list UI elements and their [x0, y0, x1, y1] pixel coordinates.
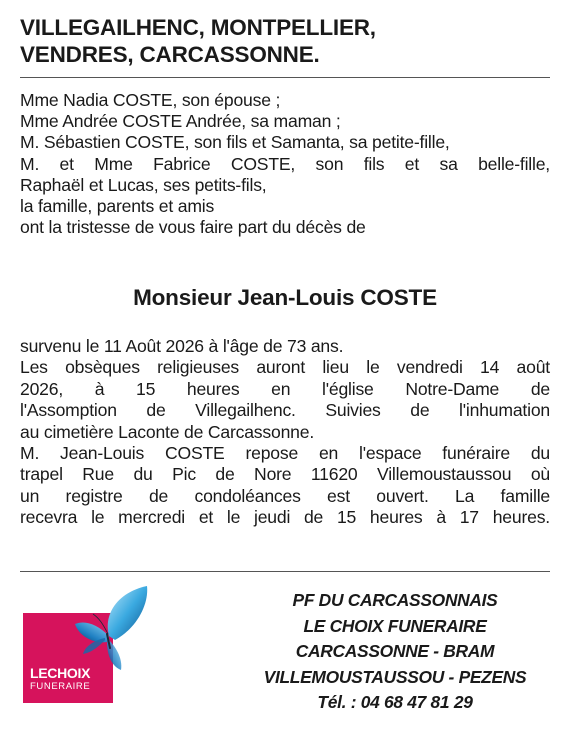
- funeral-home-name: PF DU CARCASSONNAIS: [292, 590, 498, 610]
- details-line: Les obsèques religieuses auront lieu le vendredi 14 août: [20, 357, 550, 378]
- details-line: M. Jean-Louis COSTE repose en l'espace funéraire du: [20, 443, 550, 464]
- funeral-details: [20, 336, 550, 529]
- family-line: la famille, parents et amis: [20, 196, 215, 217]
- logo-subtitle: FUNERAIRE: [30, 681, 91, 692]
- family-line: ont la tristesse de vous faire part du décès de: [20, 217, 366, 238]
- butterfly-icon: [63, 584, 153, 674]
- logo-wordmark: LECHOIX: [30, 665, 91, 681]
- details-line: survenu le 11 Août 2026 à l'âge de 73 ans.: [20, 336, 344, 356]
- details-line: un registre de condoléances est ouvert. La famille: [20, 485, 550, 506]
- bottom-divider: [20, 571, 550, 572]
- funeral-home-info: [225, 588, 565, 716]
- details-line: recevra le mercredi et le jeudi de 15 heures à 17 heures.: [20, 507, 550, 528]
- family-list: [20, 90, 550, 238]
- locations-header: [20, 14, 550, 68]
- le-choix-funeraire-logo: [23, 584, 153, 706]
- top-divider: [20, 77, 550, 78]
- details-line: 2026, à 15 heures en l'église Notre-Dame de: [20, 378, 550, 399]
- family-line: Mme Andrée COSTE Andrée, sa maman ;: [20, 111, 341, 132]
- details-line: l'Assomption de Villegailhenc. Suivies de l'inhumation: [20, 400, 550, 421]
- family-line: Mme Nadia COSTE, son épouse ;: [20, 90, 281, 110]
- funeral-home-towns: CARCASSONNE - BRAM: [295, 641, 495, 661]
- funeral-home-brand: LE CHOIX FUNERAIRE: [303, 615, 487, 636]
- family-line: Raphaël et Lucas, ses petits-fils,: [20, 174, 267, 195]
- header-line: VENDRES, CARCASSONNE.: [20, 42, 320, 67]
- funeral-home-phone: Tél. : 04 68 47 81 29: [317, 692, 473, 712]
- details-line: au cimetière Laconte de Carcassonne.: [20, 421, 315, 442]
- family-line: M. Sébastien COSTE, son fils et Samanta, sa petite-fille,: [20, 132, 450, 153]
- family-line: M. et Mme Fabrice COSTE, son fils et sa belle-fille,: [20, 153, 550, 174]
- header-line: VILLEGAILHENC, MONTPELLIER,: [20, 15, 376, 40]
- deceased-name: Monsieur Jean-Louis COSTE: [133, 285, 437, 310]
- details-line: trapel Rue du Pic de Nore 11620 Villemoustaussou où: [20, 464, 550, 485]
- funeral-home-towns: VILLEMOUSTAUSSOU - PEZENS: [263, 666, 527, 687]
